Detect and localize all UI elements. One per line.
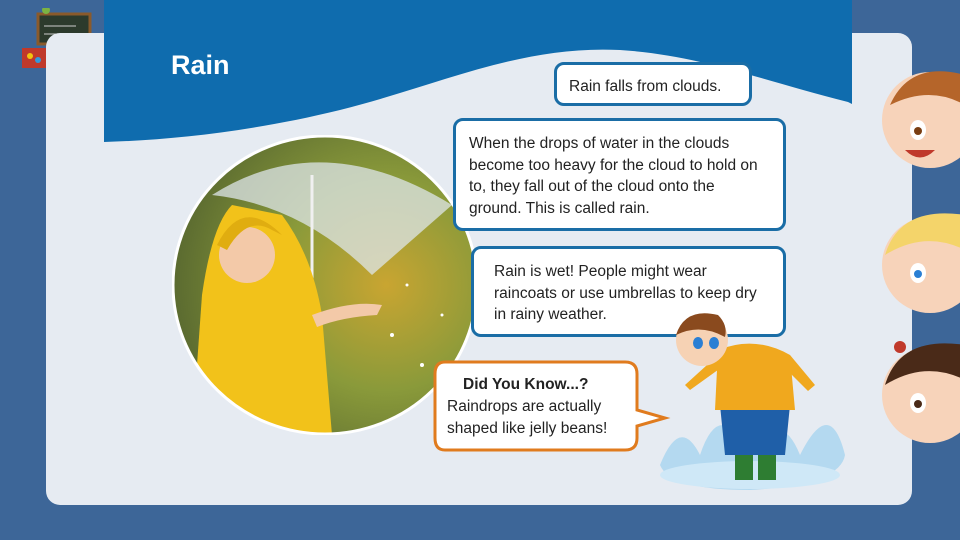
did-you-know-heading: Did You Know...? (463, 376, 589, 393)
boy-puddle-illustration (640, 305, 860, 500)
fact-box-1 (554, 62, 752, 106)
did-you-know-content (433, 360, 637, 450)
slide-title: Rain (171, 50, 230, 80)
did-you-know-text: Raindrops are actually shaped like jelly beans! (447, 398, 608, 437)
children-faces-decoration (870, 65, 960, 485)
fact-text-1: Rain falls from clouds. (569, 78, 722, 95)
fact-box-2 (453, 118, 786, 231)
fact-text-2: When the drops of water in the clouds become too heavy for the cloud to hold on to, they fall out of the cloud onto the ground. This is called rain. (469, 135, 758, 217)
fact-text-3: Rain is wet! People might wear raincoats or use umbrellas to keep dry in rainy weather. (494, 263, 757, 323)
